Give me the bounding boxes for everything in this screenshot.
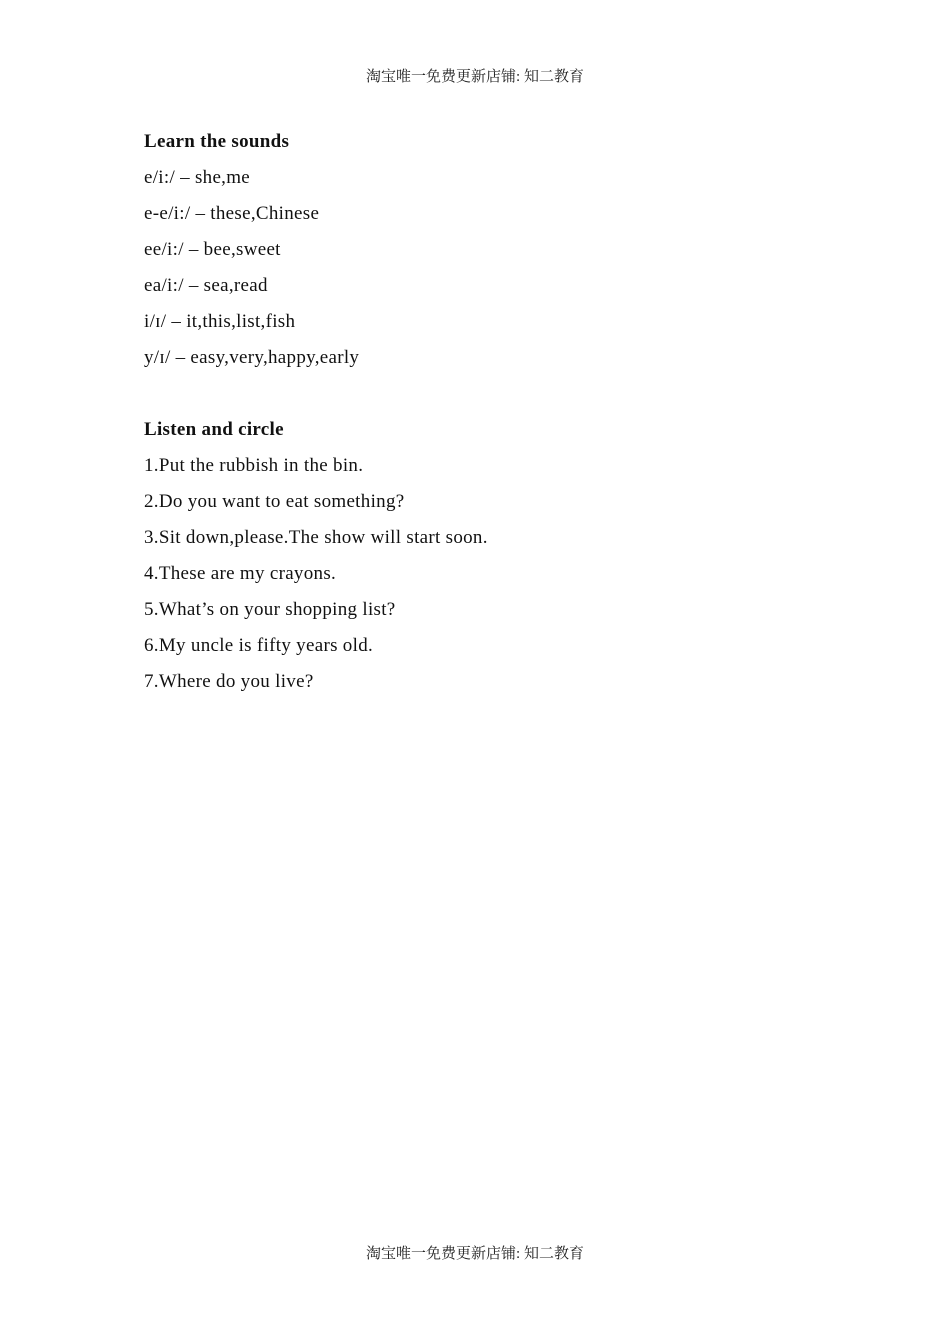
section-learn-the-sounds (144, 124, 824, 376)
section-heading: Listen and circle (144, 419, 284, 440)
page-header: 淘宝唯一免费更新店铺: 知二教育 (366, 69, 584, 85)
sentence-line: 6.My uncle is fifty years old. (144, 635, 374, 656)
sentence-line: 5.What’s on your shopping list? (144, 599, 396, 620)
sound-line: e-e/i:/ – these,Chinese (144, 203, 320, 224)
sentence-line: 1.Put the rubbish in the bin. (144, 455, 364, 476)
sound-line: e/i:/ – she,me (144, 167, 251, 188)
document-body (144, 124, 824, 736)
section-heading: Learn the sounds (144, 131, 290, 152)
sentence-line: 4.These are my crayons. (144, 563, 337, 584)
sentence-line: 7.Where do you live? (144, 671, 314, 692)
sentence-line: 2.Do you want to eat something? (144, 491, 405, 512)
sound-line: ea/i:/ – sea,read (144, 275, 268, 296)
section-listen-and-circle (144, 412, 824, 700)
sound-line: ee/i:/ – bee,sweet (144, 239, 281, 260)
sentence-line: 3.Sit down,please.The show will start soon. (144, 527, 488, 548)
sound-line: i/ɪ/ – it,this,list,fish (144, 311, 296, 332)
sound-line: y/ɪ/ – easy,very,happy,early (144, 347, 360, 368)
page-footer: 淘宝唯一免费更新店铺: 知二教育 (366, 1246, 584, 1262)
